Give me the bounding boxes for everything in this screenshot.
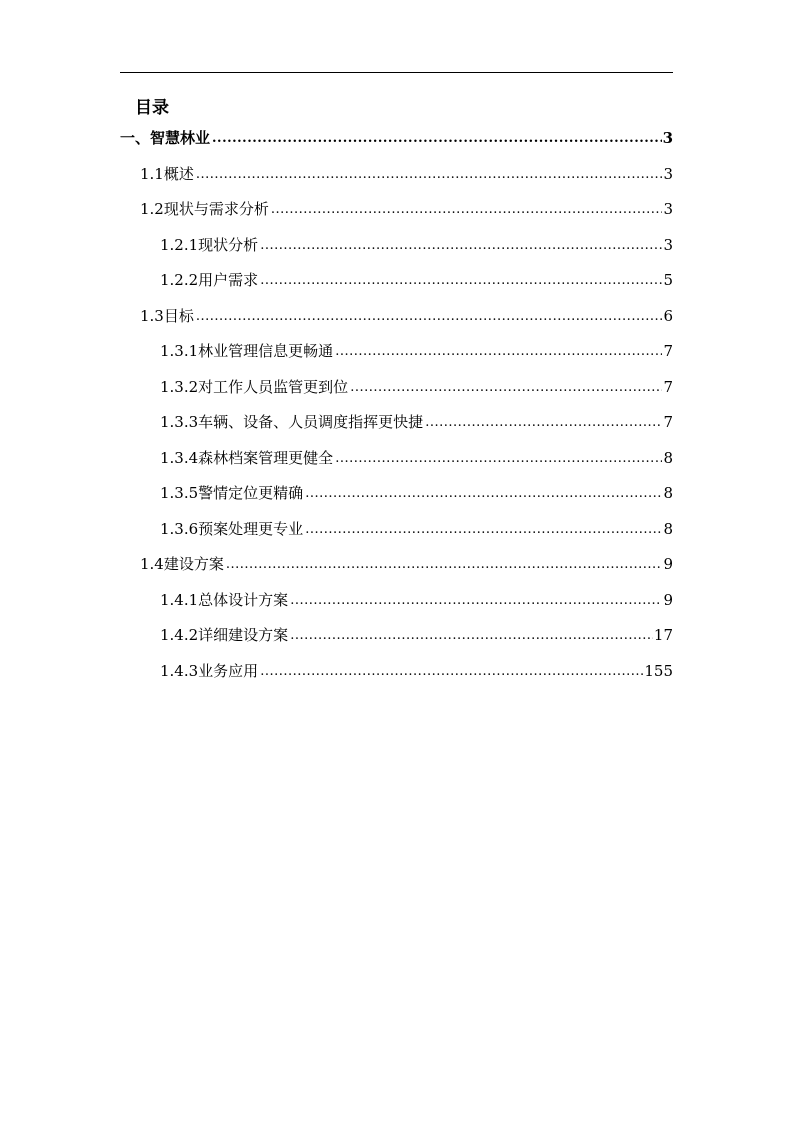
toc-entry-number: 1.3.3 [160,413,199,431]
toc-entry-title: 现状分析 [198,236,259,254]
toc-entry-number: 1.4.2 [160,626,199,644]
dot-leader [260,663,643,681]
toc-entry-page: 9 [663,555,673,573]
toc-title: 目录 [135,98,169,118]
toc-entry[interactable] [160,373,673,397]
toc-entry-number: 1.3.5 [160,484,199,502]
toc-entry-title: 林业管理信息更畅通 [198,342,334,360]
dot-leader [196,166,663,184]
toc-entry-number: 1.2.2 [160,271,199,289]
toc-entry-title: 预案处理更专业 [198,520,304,538]
toc-entry-page: 8 [663,484,673,502]
toc-entry[interactable] [160,408,673,432]
dot-leader [290,592,662,610]
toc-entry[interactable] [140,195,673,219]
toc-entry-page: 7 [663,342,673,360]
toc-entry-page: 5 [663,271,673,289]
toc-entry[interactable] [160,231,673,255]
dot-leader [335,343,662,361]
dot-leader [212,130,662,148]
toc-entry-number: 1.1 [140,165,164,183]
toc-entry-title: 概述 [163,165,194,183]
toc-entry-title: 总体设计方案 [198,591,289,609]
toc-entry-title: 详细建设方案 [198,626,289,644]
toc-entry-number: 1.2.1 [160,236,199,254]
toc-entry[interactable] [160,479,673,503]
toc-entry-page: 17 [653,626,673,644]
toc-entry-page: 7 [663,413,673,431]
dot-leader [260,272,662,290]
toc-entry-page: 9 [663,591,673,609]
toc-entry-number: 1.3.1 [160,342,199,360]
toc-entry[interactable] [160,444,673,468]
toc-entry-title: 车辆、设备、人员调度指挥更快捷 [198,413,424,431]
toc-entry-title: 警情定位更精确 [198,484,304,502]
toc-entry-page: 8 [663,520,673,538]
toc-entry-number: 一、 [120,129,151,147]
dot-leader [350,379,662,397]
toc-entry-page: 3 [663,200,673,218]
toc-entry-title: 现状与需求分析 [163,200,269,218]
toc-entry-number: 1.3.2 [160,378,199,396]
toc-entry-title: 用户需求 [198,271,259,289]
toc-entry-page: 8 [663,449,673,467]
toc-entry-title: 目标 [163,307,194,325]
toc-entry[interactable] [160,337,673,361]
toc-entry-page: 3 [662,129,673,147]
dot-leader [260,237,662,255]
toc-entry[interactable] [160,657,673,681]
toc-entry[interactable] [140,302,673,326]
dot-leader [305,485,662,503]
dot-leader [226,556,663,574]
toc-entry-page: 155 [644,662,673,680]
toc-entry-page: 3 [663,236,673,254]
toc-entry[interactable] [160,621,673,645]
toc-entry-number: 1.3 [140,307,164,325]
toc-entry-page: 3 [663,165,673,183]
toc-entry-title: 智慧林业 [150,129,211,147]
toc-entry-number: 1.3.4 [160,449,199,467]
toc-entry-page: 7 [663,378,673,396]
toc-entry-number: 1.4.1 [160,591,199,609]
toc-entry-title: 对工作人员监管更到位 [198,378,349,396]
toc-entry-number: 1.4.3 [160,662,199,680]
toc-entry[interactable] [140,550,673,574]
toc-entry[interactable] [160,266,673,290]
toc-entry-title: 业务应用 [198,662,259,680]
toc-entry-number: 1.2 [140,200,164,218]
toc-entry[interactable] [160,515,673,539]
toc-entry[interactable] [120,124,673,148]
toc-entry-number: 1.4 [140,555,164,573]
dot-leader [305,521,662,539]
toc-entry[interactable] [140,160,673,184]
dot-leader [290,627,653,645]
dot-leader [271,201,663,219]
dot-leader [196,308,663,326]
toc-entry[interactable] [160,586,673,610]
dot-leader [425,414,662,432]
toc-entry-title: 建设方案 [163,555,224,573]
toc-entry-number: 1.3.6 [160,520,199,538]
toc-entry-title: 森林档案管理更健全 [198,449,334,467]
toc-entry-page: 6 [663,307,673,325]
dot-leader [335,450,662,468]
